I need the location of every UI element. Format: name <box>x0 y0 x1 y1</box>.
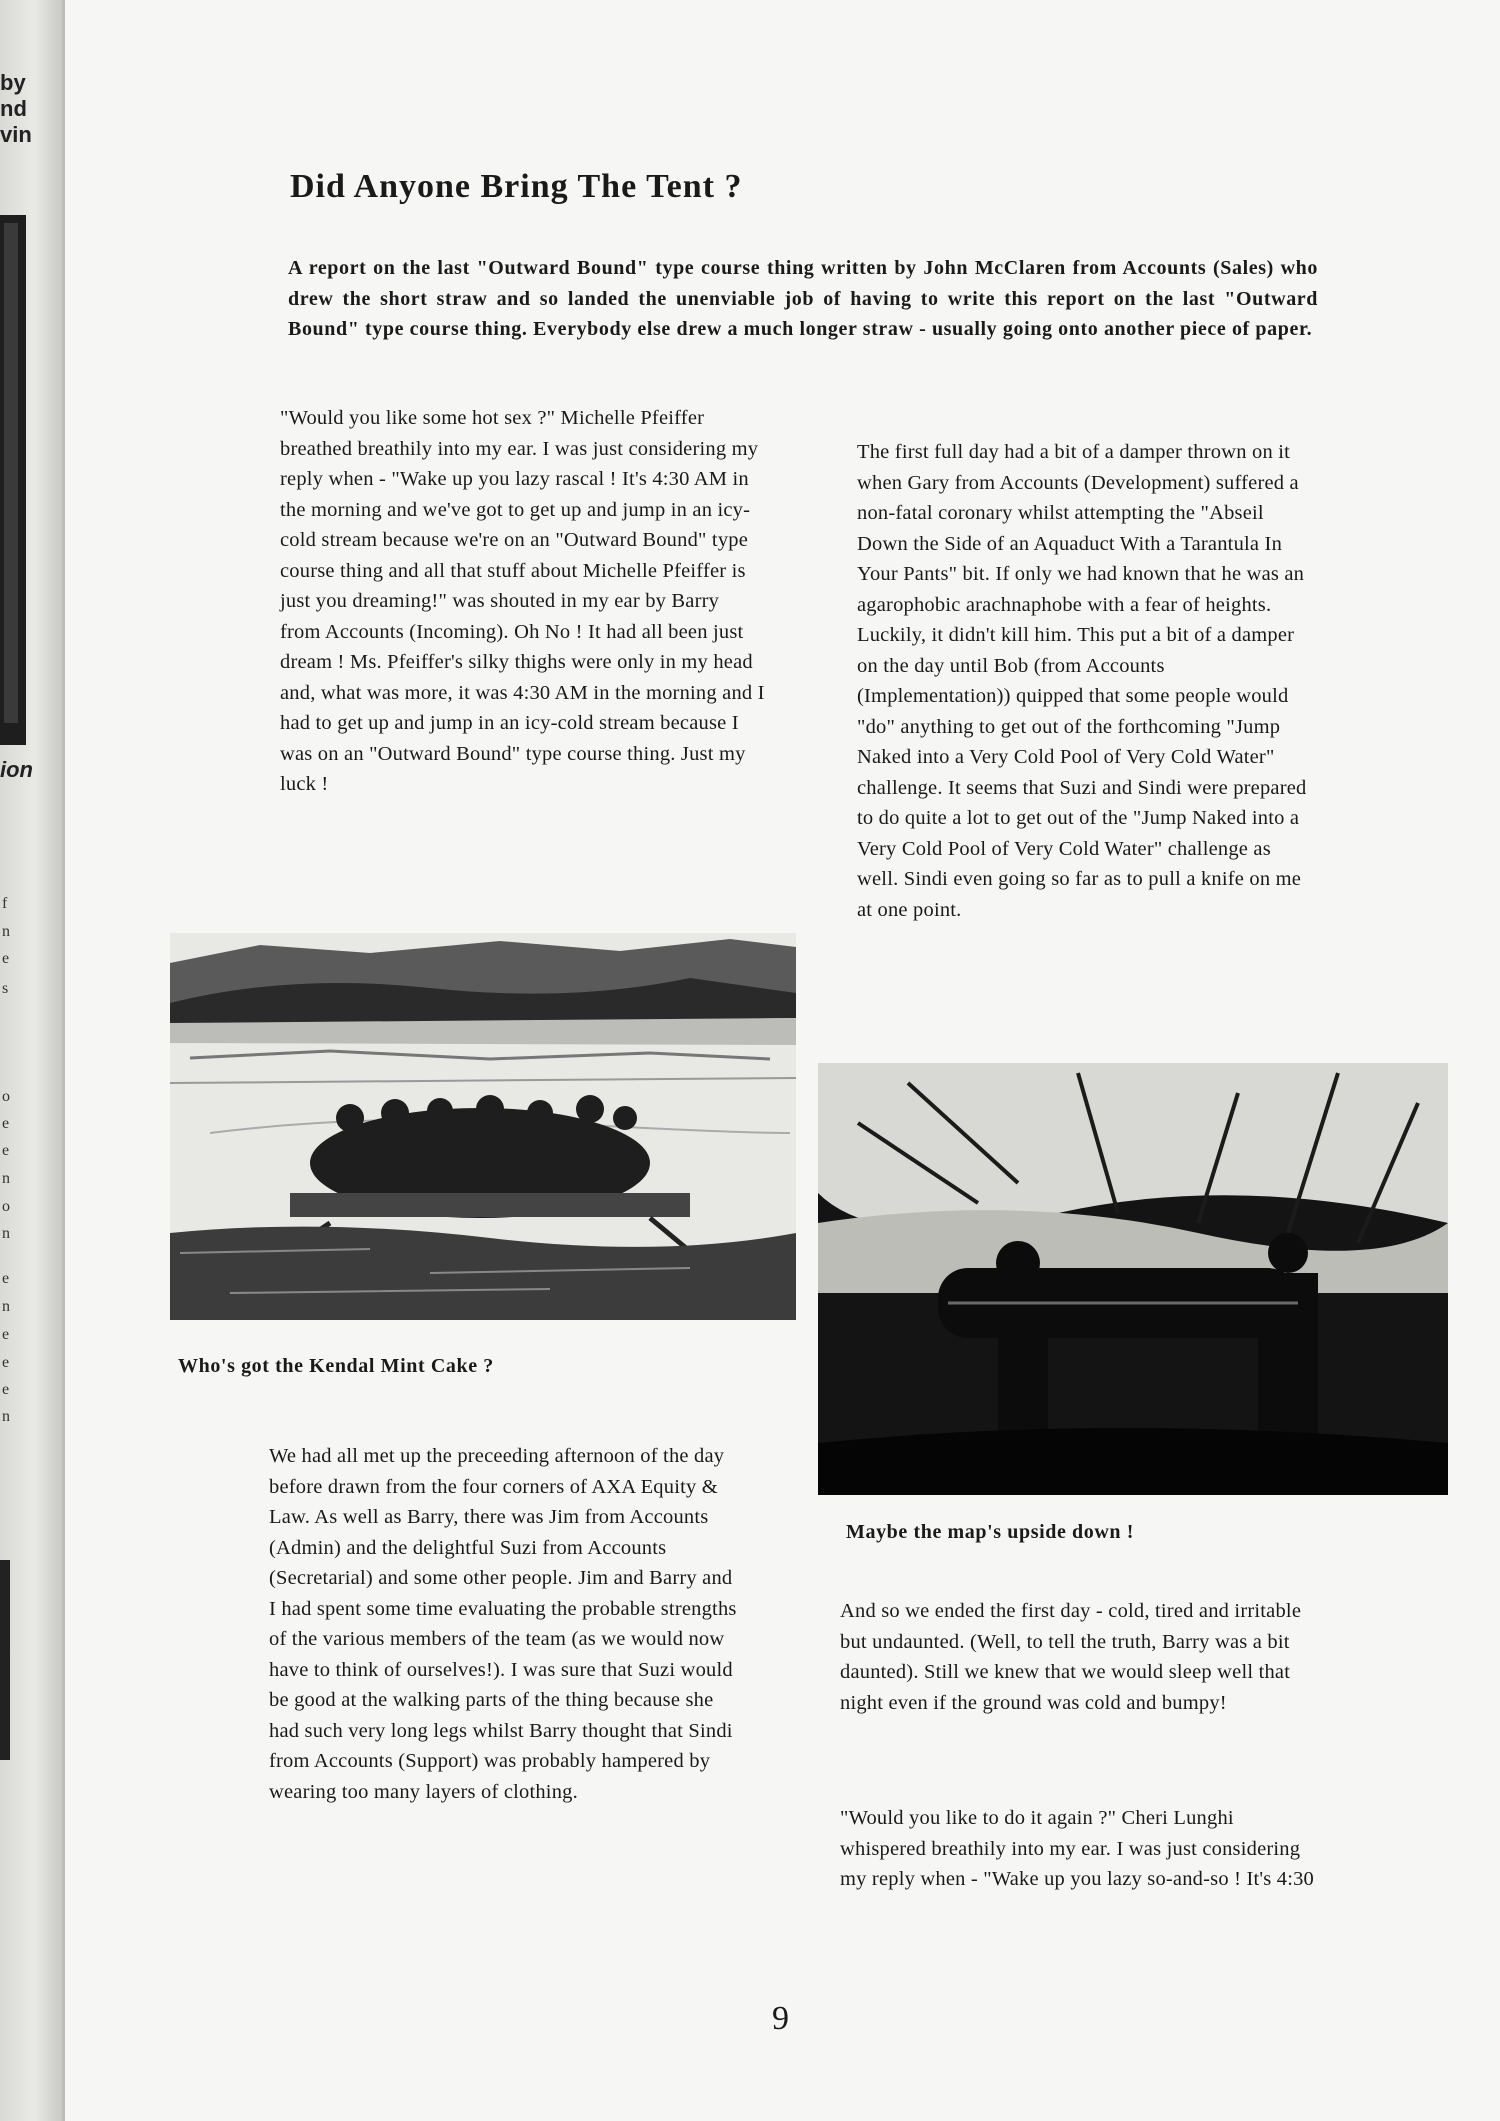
spine-letter: e <box>2 1381 10 1398</box>
paragraph-first-full-day: The first full day had a bit of a damper thrown on it when Gary from Accounts (Development) suffered a non-fatal coronary whilst attempting the "Abseil Down the Side of an Aquaduct With a Tarantula In Your Pants" bit. If only we had known that he was an agarophobic arachnaphobe with a fear of heights. Luckily, it didn't kill him. This put a bit of a damper on the day until Bob (from Accounts (Implementation)) quipped that some people would "do" anything to get out of the forthcoming "Jump Naked into a Very Cold Pool of Very Cold Water" challenge. It seems that Suzi and Sindi were prepared to do quite a lot to get out of the "Jump Naked into a Very Cold Pool of Very Cold Water" challenge as well. Sindi even going so far as to pull a knife on me at one point. <box>857 441 1307 921</box>
article-intro: A report on the last "Outward Bound" type course thing written by John McClaren from Accounts (Sales) who drew the short straw and so landed the unenviable job of having to write this report on the last "Outward Bound" type course thing. Everybody else drew a much longer straw - usually going onto another piece of paper. <box>288 257 1318 340</box>
article-title: Did Anyone Bring The Tent ? <box>290 168 743 205</box>
spine-letter: e <box>2 950 10 967</box>
spine-letter: o <box>2 1198 10 1215</box>
barrels-photo-caption: Maybe the map's upside down ! <box>846 1521 1134 1543</box>
spine-letter: n <box>2 1225 10 1242</box>
spine-letter: o <box>2 1088 10 1105</box>
barrels-photo <box>818 1063 1448 1495</box>
spine-word-2: nd <box>0 96 27 121</box>
paragraph-met-up: We had all met up the preceeding afternoon of the day before drawn from the four corners of AXA Equity & Law. As well as Barry, there was Jim from Accounts (Admin) and the delightful Suzi from Accounts (Secretarial) and some other people. Jim and Barry and I had spent some time evaluating the probable strengths of the various members of the team (as we would now have to think of ourselves!). I was sure that Suzi would be good at the walking parts of the thing because she had such very long legs whilst Barry thought that Sindi from Accounts (Support) was probably hampered by wearing too many layers of clothing. <box>269 1445 737 1803</box>
spine-letter: f <box>2 895 8 912</box>
spine-word-3: vin <box>0 122 32 147</box>
paragraph-michelle: "Would you like some hot sex ?" Michelle Pfeiffer breathed breathily into my ear. I was just considering my reply when - "Wake up you lazy rascal ! It's 4:30 AM in the morning and we've got to get up and jump in an icy-cold stream because we're on an "Outward Bound" type course thing and all that stuff about Michelle Pfeiffer is just you dreaming!" was shouted in my ear by Barry from Accounts (Incoming). Oh No ! It had all been just dream ! Ms. Pfeiffer's silky thighs were only in my head and, what was more, it was 4:30 AM in the morning and I had to get up and jump in an icy-cold stream because I was on an "Outward Bound" type course thing. Just my luck ! <box>280 407 765 795</box>
spine-letter: e <box>2 1354 10 1371</box>
raft-photo <box>170 933 796 1320</box>
spine-letter: e <box>2 1142 10 1159</box>
spine-letter: e <box>2 1115 10 1132</box>
adjacent-page-bar <box>0 1560 10 1760</box>
paragraph-cheri-lunghi: "Would you like to do it again ?" Cheri Lunghi whispered breathily into my ear. I was just considering my reply when - "Wake up you lazy so-and-so ! It's 4:30 <box>840 1807 1315 1890</box>
page-number: 9 <box>772 2000 789 2037</box>
spine-letter: n <box>2 923 10 940</box>
spine-letter: e <box>2 1270 10 1287</box>
spine-letter: n <box>2 1170 10 1187</box>
adjacent-page-image <box>0 215 26 745</box>
spine-letter: e <box>2 1326 10 1343</box>
page-fold-edge <box>62 0 65 2121</box>
raft-photo-caption: Who's got the Kendal Mint Cake ? <box>178 1355 494 1377</box>
spine-letter: s <box>2 980 9 997</box>
spine-letter: n <box>2 1408 10 1425</box>
spine-ion-label: ion <box>0 757 33 782</box>
spine-letter: n <box>2 1298 10 1315</box>
spine-word-1: by <box>0 70 26 95</box>
paragraph-ended-first-day: And so we ended the first day - cold, tired and irritable but undaunted. (Well, to tell the truth, Barry was a bit daunted). Still we knew that we would sleep well that night even if the ground was cold and bumpy! <box>840 1600 1302 1714</box>
